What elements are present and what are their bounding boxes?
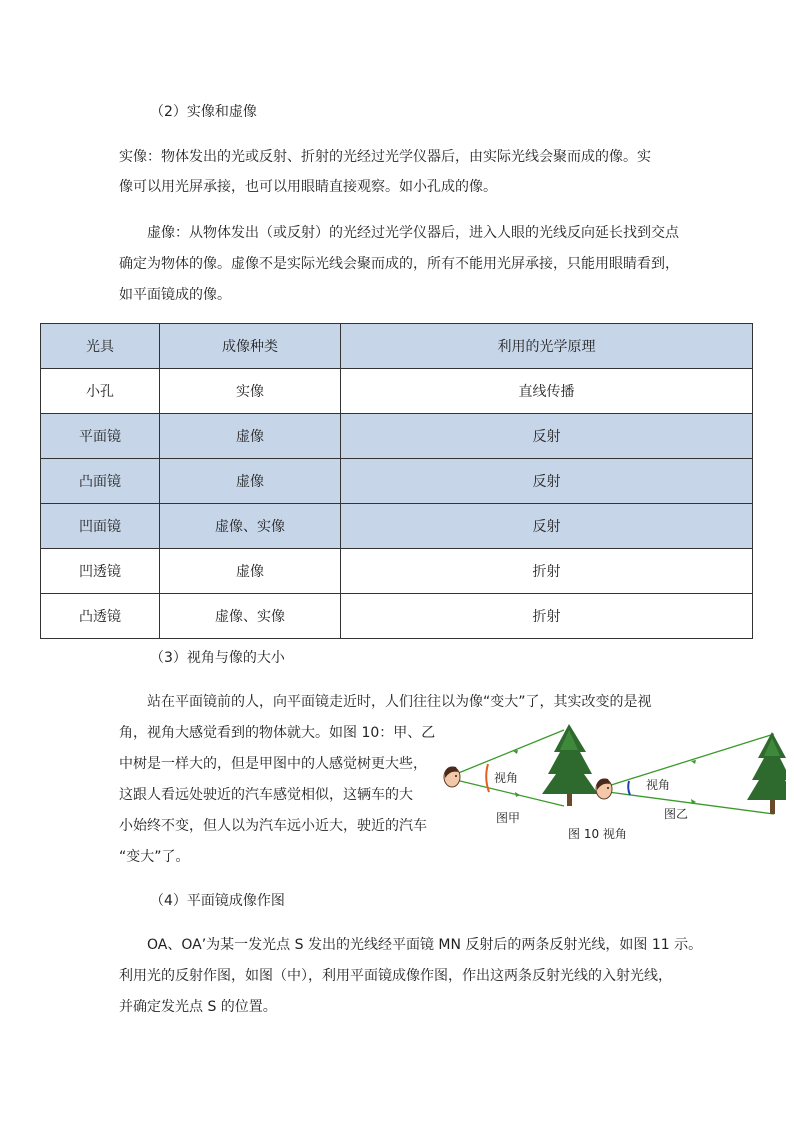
visual-angle-line-5: 小始终不变，但人以为汽车远小近大，驶近的汽车 (119, 818, 427, 834)
cell-tool: 凸面镜 (41, 459, 160, 504)
caption-a: 图甲 (496, 811, 521, 825)
cell-principle: 反射 (341, 459, 753, 504)
mirror-drawing-line-1: OA、OA’为某一发光点 S 发出的光线经平面镜 MN 反射后的两条反射光线，如图 11 示。 (147, 937, 703, 953)
tree-icon (542, 724, 598, 806)
real-image-line-2: 像可以用光屏承接，也可以用眼睛直接观察。如小孔成的像。 (119, 179, 497, 195)
arrow-icon (515, 792, 520, 797)
tree-icon (747, 732, 786, 814)
header-image-type: 成像种类 (160, 324, 341, 369)
cell-tool: 凸透镜 (41, 594, 160, 639)
section-3-heading: （3）视角与像的大小 (150, 650, 285, 666)
cell-image-type: 虚像 (160, 459, 341, 504)
figure-caption: 图 10 视角 (568, 827, 627, 841)
figure-b (596, 732, 786, 821)
table-header-row (41, 324, 753, 369)
real-image-line-1: 实像：物体发出的光或反射、折射的光经过光学仪器后，由实际光线会聚而成的像。实 (119, 149, 651, 165)
cell-image-type: 虚像 (160, 549, 341, 594)
header-principle: 利用的光学原理 (341, 324, 753, 369)
cell-principle: 折射 (341, 594, 753, 639)
cell-image-type: 虚像、实像 (160, 504, 341, 549)
mirror-drawing-line-2: 利用光的反射作图，如图（中），利用平面镜成像作图，作出这两条反射光线的入射光线， (119, 968, 672, 984)
section-4-heading: （4）平面镜成像作图 (150, 893, 285, 909)
visual-angle-line-2: 角，视角大感觉看到的物体就大。如图 10：甲、乙 (119, 725, 436, 741)
ray-bottom-b (608, 792, 774, 814)
optics-table (40, 323, 753, 639)
visual-angle-line-1: 站在平面镜前的人，向平面镜走近时，人们往往以为像“变大”了，其实改变的是视 (147, 694, 652, 710)
angle-label-b: 视角 (646, 778, 671, 792)
table-row (41, 414, 753, 459)
head-icon (444, 767, 460, 787)
cell-principle: 反射 (341, 414, 753, 459)
table-row (41, 459, 753, 504)
cell-image-type: 虚像、实像 (160, 594, 341, 639)
cell-tool: 小孔 (41, 369, 160, 414)
cell-tool: 凹面镜 (41, 504, 160, 549)
ray-top-b (608, 734, 774, 786)
table-row (41, 504, 753, 549)
head-icon (596, 779, 612, 799)
section-2-heading: （2）实像和虚像 (150, 104, 257, 120)
cell-principle: 反射 (341, 504, 753, 549)
cell-image-type: 实像 (160, 369, 341, 414)
figure-a (444, 724, 598, 825)
cell-principle: 直线传播 (341, 369, 753, 414)
table-row (41, 594, 753, 639)
table-row (41, 369, 753, 414)
virtual-image-line-2: 确定为物体的像。虚像不是实际光线会聚而成的，所有不能用光屏承接，只能用眼睛看到， (119, 256, 679, 272)
ray-top-a (456, 730, 564, 774)
cell-tool: 平面镜 (41, 414, 160, 459)
visual-angle-line-6: “变大”了。 (119, 849, 190, 865)
visual-angle-line-3: 中树是一样大的，但是甲图中的人感觉树更大些， (119, 756, 427, 772)
cell-image-type: 虚像 (160, 414, 341, 459)
header-tool: 光具 (41, 324, 160, 369)
caption-b: 图乙 (664, 807, 689, 821)
visual-angle-line-4: 这跟人看远处驶近的汽车感觉相似，这辆车的大 (119, 787, 413, 803)
arrow-icon (691, 760, 696, 764)
cell-tool: 凹透镜 (41, 549, 160, 594)
virtual-image-line-1: 虚像：从物体发出（或反射）的光经过光学仪器后，进入人眼的光线反向延长找到交点 (147, 225, 679, 241)
mirror-drawing-line-3: 并确定发光点 S 的位置。 (119, 999, 277, 1015)
figure-10-visual-angle (436, 722, 786, 847)
angle-arc-b (628, 781, 630, 795)
virtual-image-line-3: 如平面镜成的像。 (119, 287, 231, 303)
angle-label-a: 视角 (494, 771, 519, 785)
table-row (41, 549, 753, 594)
cell-principle: 折射 (341, 549, 753, 594)
